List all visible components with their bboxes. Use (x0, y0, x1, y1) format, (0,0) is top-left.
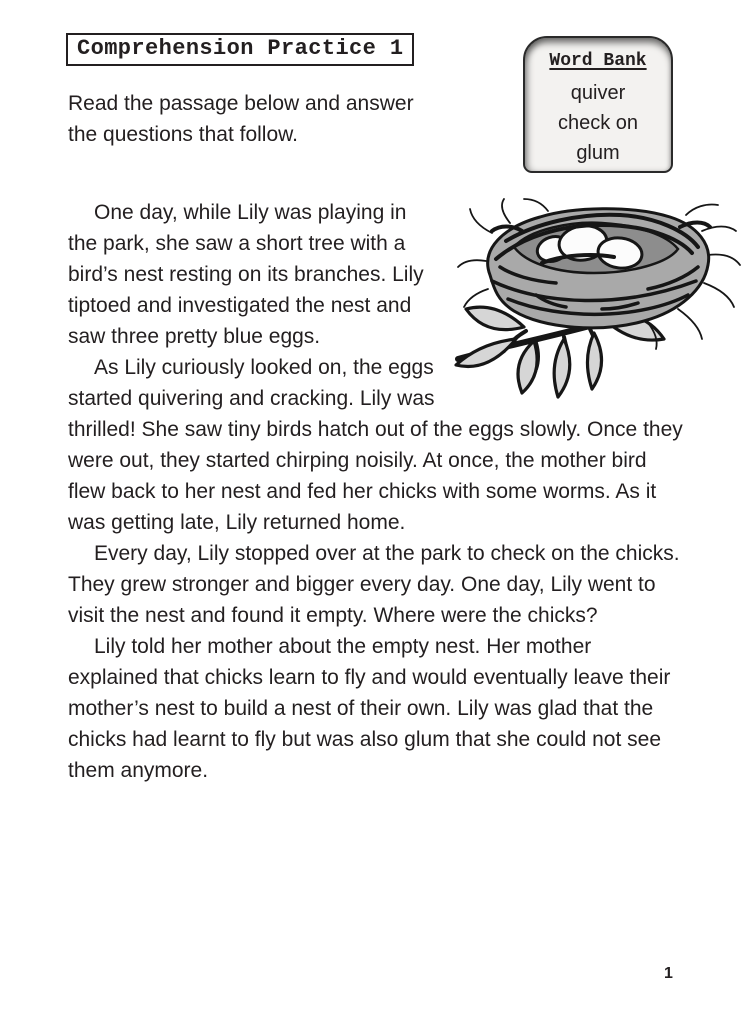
page-number: 1 (664, 965, 673, 982)
passage-paragraph: As Lily curiously looked on, the eggs started quivering and cracking. Lily was thrilled! She saw tiny birds hatch out of the eggs slowly. Once they were out, they started chirping noisily. At once, the mother bird flew back to her nest and fed her chicks with some worms. As it was getting late, Lily returned home. (68, 356, 683, 534)
passage-paragraph: Lily told her mother about the empty nest. Her mother explained that chicks learn to fly and would eventually leave their mother’s nest to build a nest of their own. Lily was glad that the chicks had learnt to fly but was also glum that she could not see them anymore. (68, 635, 671, 782)
word-bank-word: glum (576, 142, 620, 164)
birds-nest-illustration (452, 197, 742, 403)
passage-paragraph: Every day, Lily stopped over at the park to check on the chicks. They grew stronger and bigger every day. One day, Lily went to visit the nest and found it empty. Where were the chicks? (68, 542, 680, 627)
page-title (66, 33, 414, 66)
page-title-label: Comprehension Practice 1 (77, 36, 404, 61)
word-bank-word: quiver (570, 82, 626, 104)
passage-paragraph: One day, while Lily was playing in the park, she saw a short tree with a bird’s nest resting on its branches. Lily tiptoed and investigated the nest and saw three pretty blue eggs. (68, 201, 424, 348)
word-bank-title: Word Bank (549, 51, 647, 71)
word-bank-box (523, 36, 673, 173)
reading-passage (68, 197, 684, 786)
word-bank-word: check on (557, 112, 639, 134)
instructions-text: Read the passage below and answer the questions that follow. (68, 92, 414, 146)
